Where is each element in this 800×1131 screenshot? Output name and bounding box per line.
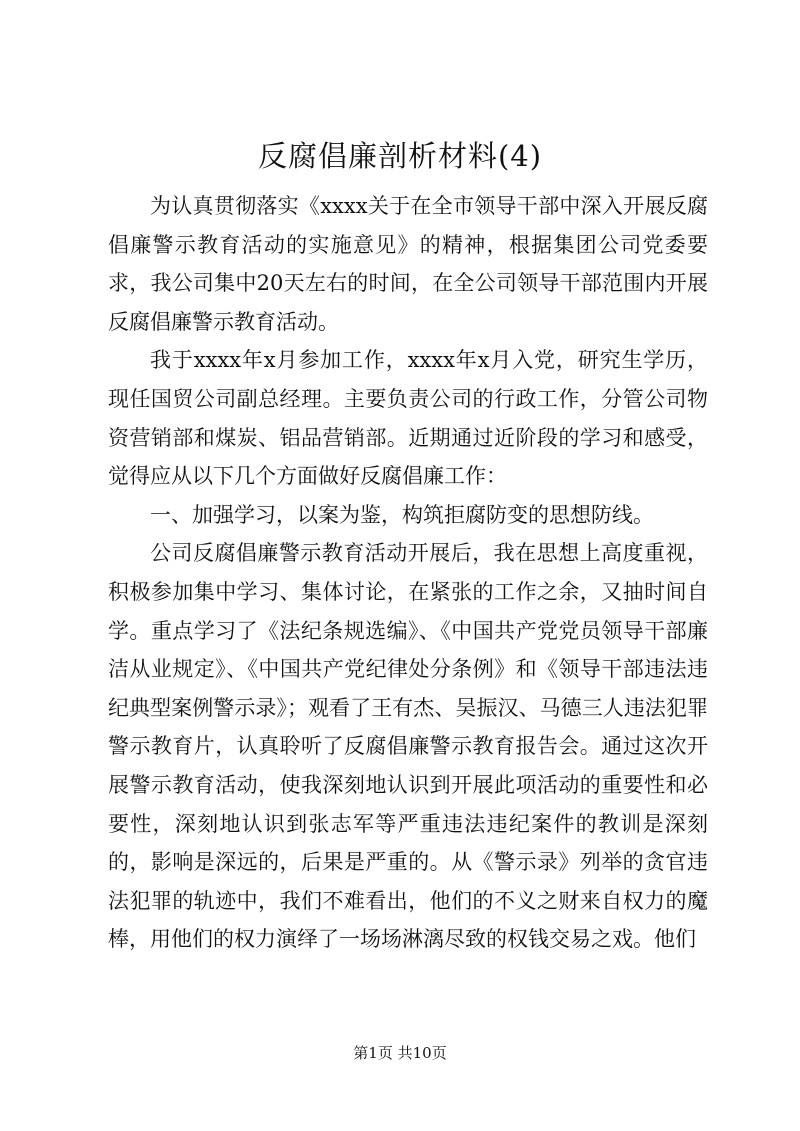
paragraph-study: 公司反腐倡廉警示教育活动开展后，我在思想上高度重视，积极参加集中学习、集体讨论，在紧张的工作之余，又抽时间自学。重点学习了《法纪条规选编》、《中国共产党党员领导干部廉洁从业规定》、《中国共产党纪律处分条例》和《领导干部违法违纪典型案例警示录》；观看了王有杰、吴振汉、马德三人违法犯罪警示教育片，认真聆听了反腐倡廉警示教育报告会。通过这次开展警示教育活动，使我深刻地认识到开展此项活动的重要性和必要性，深刻地认识到张志军等严重违法违纪案件的教训是深刻的，影响是深远的，后果是严重的。从《警示录》列举的贪官违法犯罪的轨迹中，我们不难看出，他们的不义之财来自权力的魔棒，用他们的权力演绎了一场场淋漓尽致的权钱交易之戏。他们	[108, 541, 708, 952]
page-footer: 第1页 共10页	[353, 1044, 447, 1062]
paragraph-background: 我于xxxx年x月参加工作，xxxx年x月入党，研究生学历，现任国贸公司副总经理。主要负责公司的行政工作，分管公司物资营销部和煤炭、铝品营销部。近期通过近阶段的学习和感受，觉得应从以下几个方面做好反腐倡廉工作：	[108, 348, 708, 489]
section-heading-one: 一、加强学习，以案为鉴，构筑拒腐防变的思想防线。	[150, 502, 654, 527]
document-title: 反腐倡廉剖析材料(4)	[257, 139, 543, 173]
paragraph-intro: 为认真贯彻落实《xxxx关于在全市领导干部中深入开展反腐倡廉警示教育活动的实施意见》的精神，根据集团公司党委要求，我公司集中20天左右的时间，在全公司领导干部范围内开展反腐倡廉警示教育活动。	[108, 194, 708, 334]
document-body	[108, 187, 708, 959]
